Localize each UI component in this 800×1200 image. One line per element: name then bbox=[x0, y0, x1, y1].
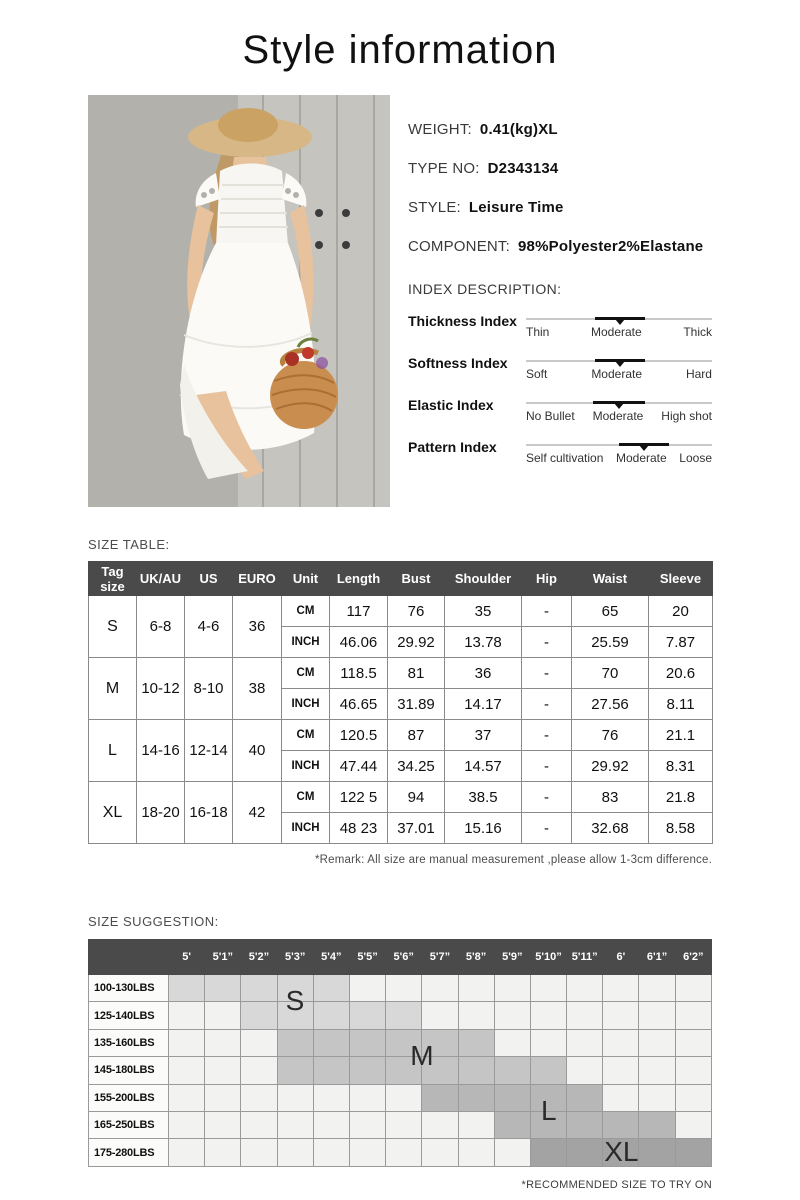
size-table-cell: 36 bbox=[233, 596, 282, 658]
suggestion-cell bbox=[277, 1139, 313, 1166]
size-table-cell: - bbox=[522, 782, 572, 813]
index-slider bbox=[526, 353, 712, 381]
height-header-cell: 6' bbox=[603, 940, 639, 975]
index-name: Thickness Index bbox=[408, 313, 517, 329]
suggestion-cell bbox=[567, 1111, 603, 1138]
size-table-row bbox=[89, 782, 713, 813]
index-name: Elastic Index bbox=[408, 397, 494, 413]
size-table-cell: 47.44 bbox=[330, 751, 388, 782]
suggestion-row bbox=[89, 1111, 712, 1138]
size-table-header-cell: Hip bbox=[522, 562, 572, 596]
size-table-cell: L bbox=[89, 720, 137, 782]
suggestion-cell bbox=[603, 1029, 639, 1056]
index-level-label: No Bullet bbox=[526, 409, 575, 423]
index-level-label: Thick bbox=[683, 325, 712, 339]
detail-label: COMPONENT: bbox=[408, 238, 511, 255]
size-table-cell: 29.92 bbox=[572, 751, 649, 782]
suggestion-cell bbox=[567, 1139, 603, 1166]
size-band-letter: S bbox=[285, 985, 305, 1017]
size-table-cell: 42 bbox=[233, 782, 282, 844]
suggestion-cell bbox=[567, 1029, 603, 1056]
suggestion-cell bbox=[277, 1057, 313, 1084]
size-table-row bbox=[89, 720, 713, 751]
size-table-cell: 87 bbox=[388, 720, 445, 751]
size-table-cell: 118.5 bbox=[330, 658, 388, 689]
height-header-cell: 6'2” bbox=[675, 940, 711, 975]
detail-value: D2343134 bbox=[487, 160, 559, 177]
size-table-cell: 13.78 bbox=[445, 627, 522, 658]
suggestion-cell bbox=[386, 1029, 422, 1056]
suggestion-cell bbox=[494, 975, 530, 1002]
suggestion-cell bbox=[313, 1111, 349, 1138]
size-table-cell: 7.87 bbox=[649, 627, 713, 658]
size-table-cell: - bbox=[522, 751, 572, 782]
suggestion-cell bbox=[675, 1029, 711, 1056]
slider-active-segment bbox=[595, 317, 645, 320]
size-suggestion-title: SIZE SUGGESTION: bbox=[88, 914, 219, 929]
size-table-cell: 31.89 bbox=[388, 689, 445, 720]
suggestion-cell bbox=[675, 1139, 711, 1166]
product-detail-line bbox=[408, 199, 712, 216]
suggestion-cell bbox=[639, 1029, 675, 1056]
suggestion-cell bbox=[349, 1002, 385, 1029]
size-table-cell: S bbox=[89, 596, 137, 658]
suggestion-cell bbox=[458, 1084, 494, 1111]
height-header-cell: 5'2” bbox=[241, 940, 277, 975]
unit-cell: INCH bbox=[282, 813, 330, 844]
size-table-header-row bbox=[89, 562, 713, 596]
size-table-cell: - bbox=[522, 596, 572, 627]
index-rows bbox=[408, 311, 712, 465]
suggestion-cell bbox=[349, 1029, 385, 1056]
suggestion-cell bbox=[241, 1111, 277, 1138]
size-table-cell: 27.56 bbox=[572, 689, 649, 720]
index-level-label: Moderate bbox=[592, 409, 644, 423]
size-table-cell: 35 bbox=[445, 596, 522, 627]
suggestion-cell bbox=[277, 1111, 313, 1138]
unit-cell: CM bbox=[282, 658, 330, 689]
size-suggestion-table bbox=[88, 939, 712, 1167]
unit-cell: CM bbox=[282, 596, 330, 627]
index-level-label: Self cultivation bbox=[526, 451, 604, 465]
suggestion-cell bbox=[494, 1002, 530, 1029]
suggestion-cell bbox=[205, 1057, 241, 1084]
suggestion-cell bbox=[494, 1029, 530, 1056]
height-header-cell: 5'3” bbox=[277, 940, 313, 975]
slider-marker-icon bbox=[639, 445, 649, 451]
height-header-cell: 5' bbox=[169, 940, 205, 975]
suggestion-cell bbox=[603, 1084, 639, 1111]
size-table-cell: M bbox=[89, 658, 137, 720]
height-header-cell: 5'1” bbox=[205, 940, 241, 975]
suggestion-cell bbox=[494, 1111, 530, 1138]
product-detail-line bbox=[408, 121, 712, 138]
suggestion-cell bbox=[494, 1139, 530, 1166]
size-table-cell: 18-20 bbox=[137, 782, 185, 844]
suggestion-cell bbox=[205, 1029, 241, 1056]
suggestion-cell bbox=[169, 1084, 205, 1111]
height-header-cell: 5'4” bbox=[313, 940, 349, 975]
detail-label: WEIGHT: bbox=[408, 121, 472, 138]
size-table-cell: 8.58 bbox=[649, 813, 713, 844]
size-table bbox=[88, 561, 713, 844]
suggestion-cell bbox=[422, 1029, 458, 1056]
index-row bbox=[408, 311, 712, 339]
product-detail-line bbox=[408, 160, 712, 177]
detail-label: STYLE: bbox=[408, 199, 461, 216]
size-table-cell: 120.5 bbox=[330, 720, 388, 751]
index-level-label: High shot bbox=[661, 409, 712, 423]
size-table-cell: 20 bbox=[649, 596, 713, 627]
product-photo bbox=[88, 95, 390, 507]
size-table-cell: 70 bbox=[572, 658, 649, 689]
height-header-cell: 5'6” bbox=[386, 940, 422, 975]
size-table-cell: 6-8 bbox=[137, 596, 185, 658]
size-table-cell: 76 bbox=[572, 720, 649, 751]
detail-lines bbox=[408, 121, 712, 255]
size-table-cell: 25.59 bbox=[572, 627, 649, 658]
suggestion-cell bbox=[422, 1139, 458, 1166]
height-header-cell: 5'8” bbox=[458, 940, 494, 975]
suggestion-cell bbox=[241, 1139, 277, 1166]
suggestion-cell bbox=[313, 1084, 349, 1111]
slider-active-segment bbox=[619, 443, 669, 446]
suggestion-cell bbox=[530, 1057, 566, 1084]
suggestion-cell bbox=[349, 1111, 385, 1138]
size-band-letter: L bbox=[541, 1095, 557, 1126]
suggestion-cell bbox=[603, 1111, 639, 1138]
suggestion-cell bbox=[241, 1002, 277, 1029]
size-table-cell: 83 bbox=[572, 782, 649, 813]
index-level-label: Moderate bbox=[590, 325, 642, 339]
size-band-letter: M bbox=[410, 1040, 434, 1072]
weight-label-cell: 155-200LBS bbox=[89, 1084, 169, 1111]
unit-cell: INCH bbox=[282, 627, 330, 658]
index-slider bbox=[526, 437, 712, 465]
suggestion-cell bbox=[458, 1057, 494, 1084]
size-table-cell: 29.92 bbox=[388, 627, 445, 658]
product-detail-line bbox=[408, 238, 712, 255]
size-table-cell: 37 bbox=[445, 720, 522, 751]
suggestion-cell bbox=[603, 1139, 639, 1166]
suggestion-cell bbox=[567, 1084, 603, 1111]
height-header-cell: 5'10” bbox=[530, 940, 566, 975]
size-table-cell: - bbox=[522, 813, 572, 844]
suggestion-cell bbox=[313, 1057, 349, 1084]
size-table-cell: 46.65 bbox=[330, 689, 388, 720]
weight-label-cell: 145-180LBS bbox=[89, 1057, 169, 1084]
weight-label-cell: 135-160LBS bbox=[89, 1029, 169, 1056]
suggestion-cell bbox=[313, 1029, 349, 1056]
size-table-cell: 40 bbox=[233, 720, 282, 782]
slider-marker-icon bbox=[615, 319, 625, 325]
index-slider bbox=[526, 311, 712, 339]
size-table-cell: 94 bbox=[388, 782, 445, 813]
suggestion-cell bbox=[169, 1002, 205, 1029]
suggestion-cell bbox=[205, 1002, 241, 1029]
suggestion-cell bbox=[458, 1002, 494, 1029]
size-table-header-cell: Bust bbox=[388, 562, 445, 596]
suggestion-cell bbox=[386, 1111, 422, 1138]
index-level-label: Moderate bbox=[591, 367, 643, 381]
suggestion-cell bbox=[675, 1057, 711, 1084]
size-table-cell: 16-18 bbox=[185, 782, 233, 844]
suggestion-cell bbox=[675, 975, 711, 1002]
suggestion-cell bbox=[603, 1002, 639, 1029]
suggestion-cell bbox=[530, 1139, 566, 1166]
size-table-cell: 14-16 bbox=[137, 720, 185, 782]
size-table-cell: - bbox=[522, 689, 572, 720]
size-table-header-cell: Tag size bbox=[89, 562, 137, 596]
weight-label-cell: 165-250LBS bbox=[89, 1111, 169, 1138]
suggestion-row bbox=[89, 1002, 712, 1029]
size-table-cell: 34.25 bbox=[388, 751, 445, 782]
suggestion-cell bbox=[530, 975, 566, 1002]
size-table-cell: 65 bbox=[572, 596, 649, 627]
suggestion-cell bbox=[169, 1029, 205, 1056]
slider-marker-icon bbox=[614, 403, 624, 409]
suggestion-cell bbox=[386, 975, 422, 1002]
suggestion-cell bbox=[675, 1111, 711, 1138]
suggestion-cell bbox=[530, 1111, 566, 1138]
detail-value: 0.41(kg)XL bbox=[479, 121, 558, 138]
size-table-cell: 46.06 bbox=[330, 627, 388, 658]
size-table-cell: 38 bbox=[233, 658, 282, 720]
size-table-title: SIZE TABLE: bbox=[88, 537, 170, 552]
suggestion-cell bbox=[386, 1084, 422, 1111]
height-header-cell: 6'1” bbox=[639, 940, 675, 975]
suggestion-cell bbox=[241, 1084, 277, 1111]
size-table-row bbox=[89, 658, 713, 689]
size-table-cell: 48 23 bbox=[330, 813, 388, 844]
index-level-label: Moderate bbox=[615, 451, 667, 465]
index-slider bbox=[526, 395, 712, 423]
suggestion-cell bbox=[458, 1139, 494, 1166]
size-table-cell: 8.31 bbox=[649, 751, 713, 782]
suggestion-row bbox=[89, 1139, 712, 1166]
suggestion-cell bbox=[386, 1057, 422, 1084]
unit-cell: CM bbox=[282, 782, 330, 813]
suggestion-cell bbox=[205, 975, 241, 1002]
suggestion-cell bbox=[603, 1057, 639, 1084]
detail-value: Leisure Time bbox=[468, 199, 564, 216]
size-table-cell: 76 bbox=[388, 596, 445, 627]
suggestion-cell bbox=[422, 975, 458, 1002]
size-table-remark: *Remark: All size are manual measurement ,please allow 1-3cm difference. bbox=[314, 854, 712, 866]
size-table-cell: 12-14 bbox=[185, 720, 233, 782]
top-section bbox=[88, 95, 712, 507]
suggestion-cell bbox=[675, 1084, 711, 1111]
unit-cell: INCH bbox=[282, 751, 330, 782]
height-header-cell: 5'5” bbox=[349, 940, 385, 975]
weight-label-cell: 100-130LBS bbox=[89, 975, 169, 1002]
height-header-cell: 5'11” bbox=[567, 940, 603, 975]
size-table-cell: 122 5 bbox=[330, 782, 388, 813]
suggestion-cell bbox=[639, 1111, 675, 1138]
size-band-letter: XL bbox=[604, 1136, 639, 1168]
size-table-cell: 117 bbox=[330, 596, 388, 627]
suggestion-cell bbox=[349, 1057, 385, 1084]
suggestion-cell bbox=[277, 1084, 313, 1111]
suggestion-cell bbox=[639, 1002, 675, 1029]
size-table-cell: 15.16 bbox=[445, 813, 522, 844]
size-table-cell: 20.6 bbox=[649, 658, 713, 689]
height-header-cell: 5'9” bbox=[494, 940, 530, 975]
suggestion-cell bbox=[494, 1057, 530, 1084]
suggestion-cell bbox=[241, 1057, 277, 1084]
suggestion-cell bbox=[422, 1084, 458, 1111]
suggestion-cell bbox=[567, 1057, 603, 1084]
index-name: Softness Index bbox=[408, 355, 508, 371]
suggestion-cell bbox=[639, 975, 675, 1002]
size-table-cell: 8.11 bbox=[649, 689, 713, 720]
size-suggestion-chart bbox=[88, 939, 712, 1167]
index-level-label: Soft bbox=[526, 367, 548, 381]
index-description-title: INDEX DESCRIPTION: bbox=[408, 281, 562, 297]
slider-active-segment bbox=[593, 401, 645, 404]
size-table-cell: 8-10 bbox=[185, 658, 233, 720]
suggestion-cell bbox=[277, 975, 313, 1002]
suggestion-cell bbox=[530, 1084, 566, 1111]
unit-cell: CM bbox=[282, 720, 330, 751]
unit-cell: INCH bbox=[282, 689, 330, 720]
index-row bbox=[408, 353, 712, 381]
suggestion-cell bbox=[422, 1111, 458, 1138]
size-table-cell: - bbox=[522, 627, 572, 658]
size-table-header-cell: Unit bbox=[282, 562, 330, 596]
suggestion-cell bbox=[277, 1029, 313, 1056]
index-row bbox=[408, 395, 712, 423]
suggestion-cell bbox=[422, 1002, 458, 1029]
dress-photo-illustration bbox=[88, 95, 390, 507]
detail-value: 98%Polyester2%Elastane bbox=[518, 238, 704, 255]
size-table-header-cell: EURO bbox=[233, 562, 282, 596]
size-table-header-cell: US bbox=[185, 562, 233, 596]
size-suggestion-header-row bbox=[89, 940, 712, 975]
size-table-cell: 37.01 bbox=[388, 813, 445, 844]
index-level-label: Loose bbox=[679, 451, 712, 465]
size-table-header-cell: Shoulder bbox=[445, 562, 522, 596]
suggestion-cell bbox=[169, 1057, 205, 1084]
suggestion-row bbox=[89, 1057, 712, 1084]
suggestion-cell bbox=[241, 1029, 277, 1056]
slider-active-segment bbox=[595, 359, 645, 362]
suggestion-cell bbox=[530, 1029, 566, 1056]
suggestion-cell bbox=[458, 1029, 494, 1056]
size-table-cell: 21.1 bbox=[649, 720, 713, 751]
product-details bbox=[390, 95, 712, 507]
suggestion-cell bbox=[494, 1084, 530, 1111]
size-table-cell: 36 bbox=[445, 658, 522, 689]
height-header-cell: 5'7” bbox=[422, 940, 458, 975]
suggestion-cell bbox=[567, 975, 603, 1002]
size-suggestion-footnote: *RECOMMENDED SIZE TO TRY ON bbox=[521, 1178, 712, 1191]
suggestion-cell bbox=[458, 975, 494, 1002]
suggestion-row bbox=[89, 1029, 712, 1056]
size-table-cell: 4-6 bbox=[185, 596, 233, 658]
slider-marker-icon bbox=[615, 361, 625, 367]
index-level-label: Hard bbox=[685, 367, 712, 381]
size-table-cell: 14.17 bbox=[445, 689, 522, 720]
suggestion-cell bbox=[386, 1139, 422, 1166]
suggestion-cell bbox=[349, 1139, 385, 1166]
suggestion-cell bbox=[169, 975, 205, 1002]
suggestion-cell bbox=[675, 1002, 711, 1029]
suggestion-cell bbox=[205, 1139, 241, 1166]
index-row bbox=[408, 437, 712, 465]
suggestion-cell bbox=[169, 1111, 205, 1138]
size-table-cell: XL bbox=[89, 782, 137, 844]
page-title: Style information bbox=[242, 28, 558, 72]
size-table-row bbox=[89, 596, 713, 627]
size-table-cell: 14.57 bbox=[445, 751, 522, 782]
index-name: Pattern Index bbox=[408, 439, 497, 455]
suggestion-cell bbox=[530, 1002, 566, 1029]
suggestion-cell bbox=[313, 1002, 349, 1029]
size-table-header-cell: UK/AU bbox=[137, 562, 185, 596]
size-table-cell: 21.8 bbox=[649, 782, 713, 813]
detail-label: TYPE NO: bbox=[408, 160, 480, 177]
suggestion-cell bbox=[205, 1084, 241, 1111]
suggestion-cell bbox=[639, 1084, 675, 1111]
size-table-cell: 38.5 bbox=[445, 782, 522, 813]
weight-label-cell: 175-280LBS bbox=[89, 1139, 169, 1166]
size-table-cell: - bbox=[522, 658, 572, 689]
suggestion-cell bbox=[169, 1139, 205, 1166]
size-table-header-cell: Sleeve bbox=[649, 562, 713, 596]
suggestion-cell bbox=[313, 975, 349, 1002]
size-table-cell: 10-12 bbox=[137, 658, 185, 720]
size-table-cell: 32.68 bbox=[572, 813, 649, 844]
suggestion-cell bbox=[205, 1111, 241, 1138]
suggestion-cell bbox=[639, 1057, 675, 1084]
suggestion-row bbox=[89, 1084, 712, 1111]
size-table-header-cell: Length bbox=[330, 562, 388, 596]
suggestion-cell bbox=[349, 1084, 385, 1111]
suggestion-cell bbox=[386, 1002, 422, 1029]
suggestion-cell bbox=[639, 1139, 675, 1166]
suggestion-cell bbox=[313, 1139, 349, 1166]
suggestion-cell bbox=[567, 1002, 603, 1029]
index-level-label: Thin bbox=[526, 325, 550, 339]
suggestion-cell bbox=[422, 1057, 458, 1084]
suggestion-cell bbox=[603, 975, 639, 1002]
suggestion-cell bbox=[349, 975, 385, 1002]
suggestion-corner-cell bbox=[89, 940, 169, 975]
weight-label-cell: 125-140LBS bbox=[89, 1002, 169, 1029]
size-table-cell: - bbox=[522, 720, 572, 751]
size-table-cell: 81 bbox=[388, 658, 445, 689]
suggestion-cell bbox=[277, 1002, 313, 1029]
suggestion-row bbox=[89, 975, 712, 1002]
suggestion-cell bbox=[458, 1111, 494, 1138]
size-table-header-cell: Waist bbox=[572, 562, 649, 596]
suggestion-cell bbox=[241, 975, 277, 1002]
